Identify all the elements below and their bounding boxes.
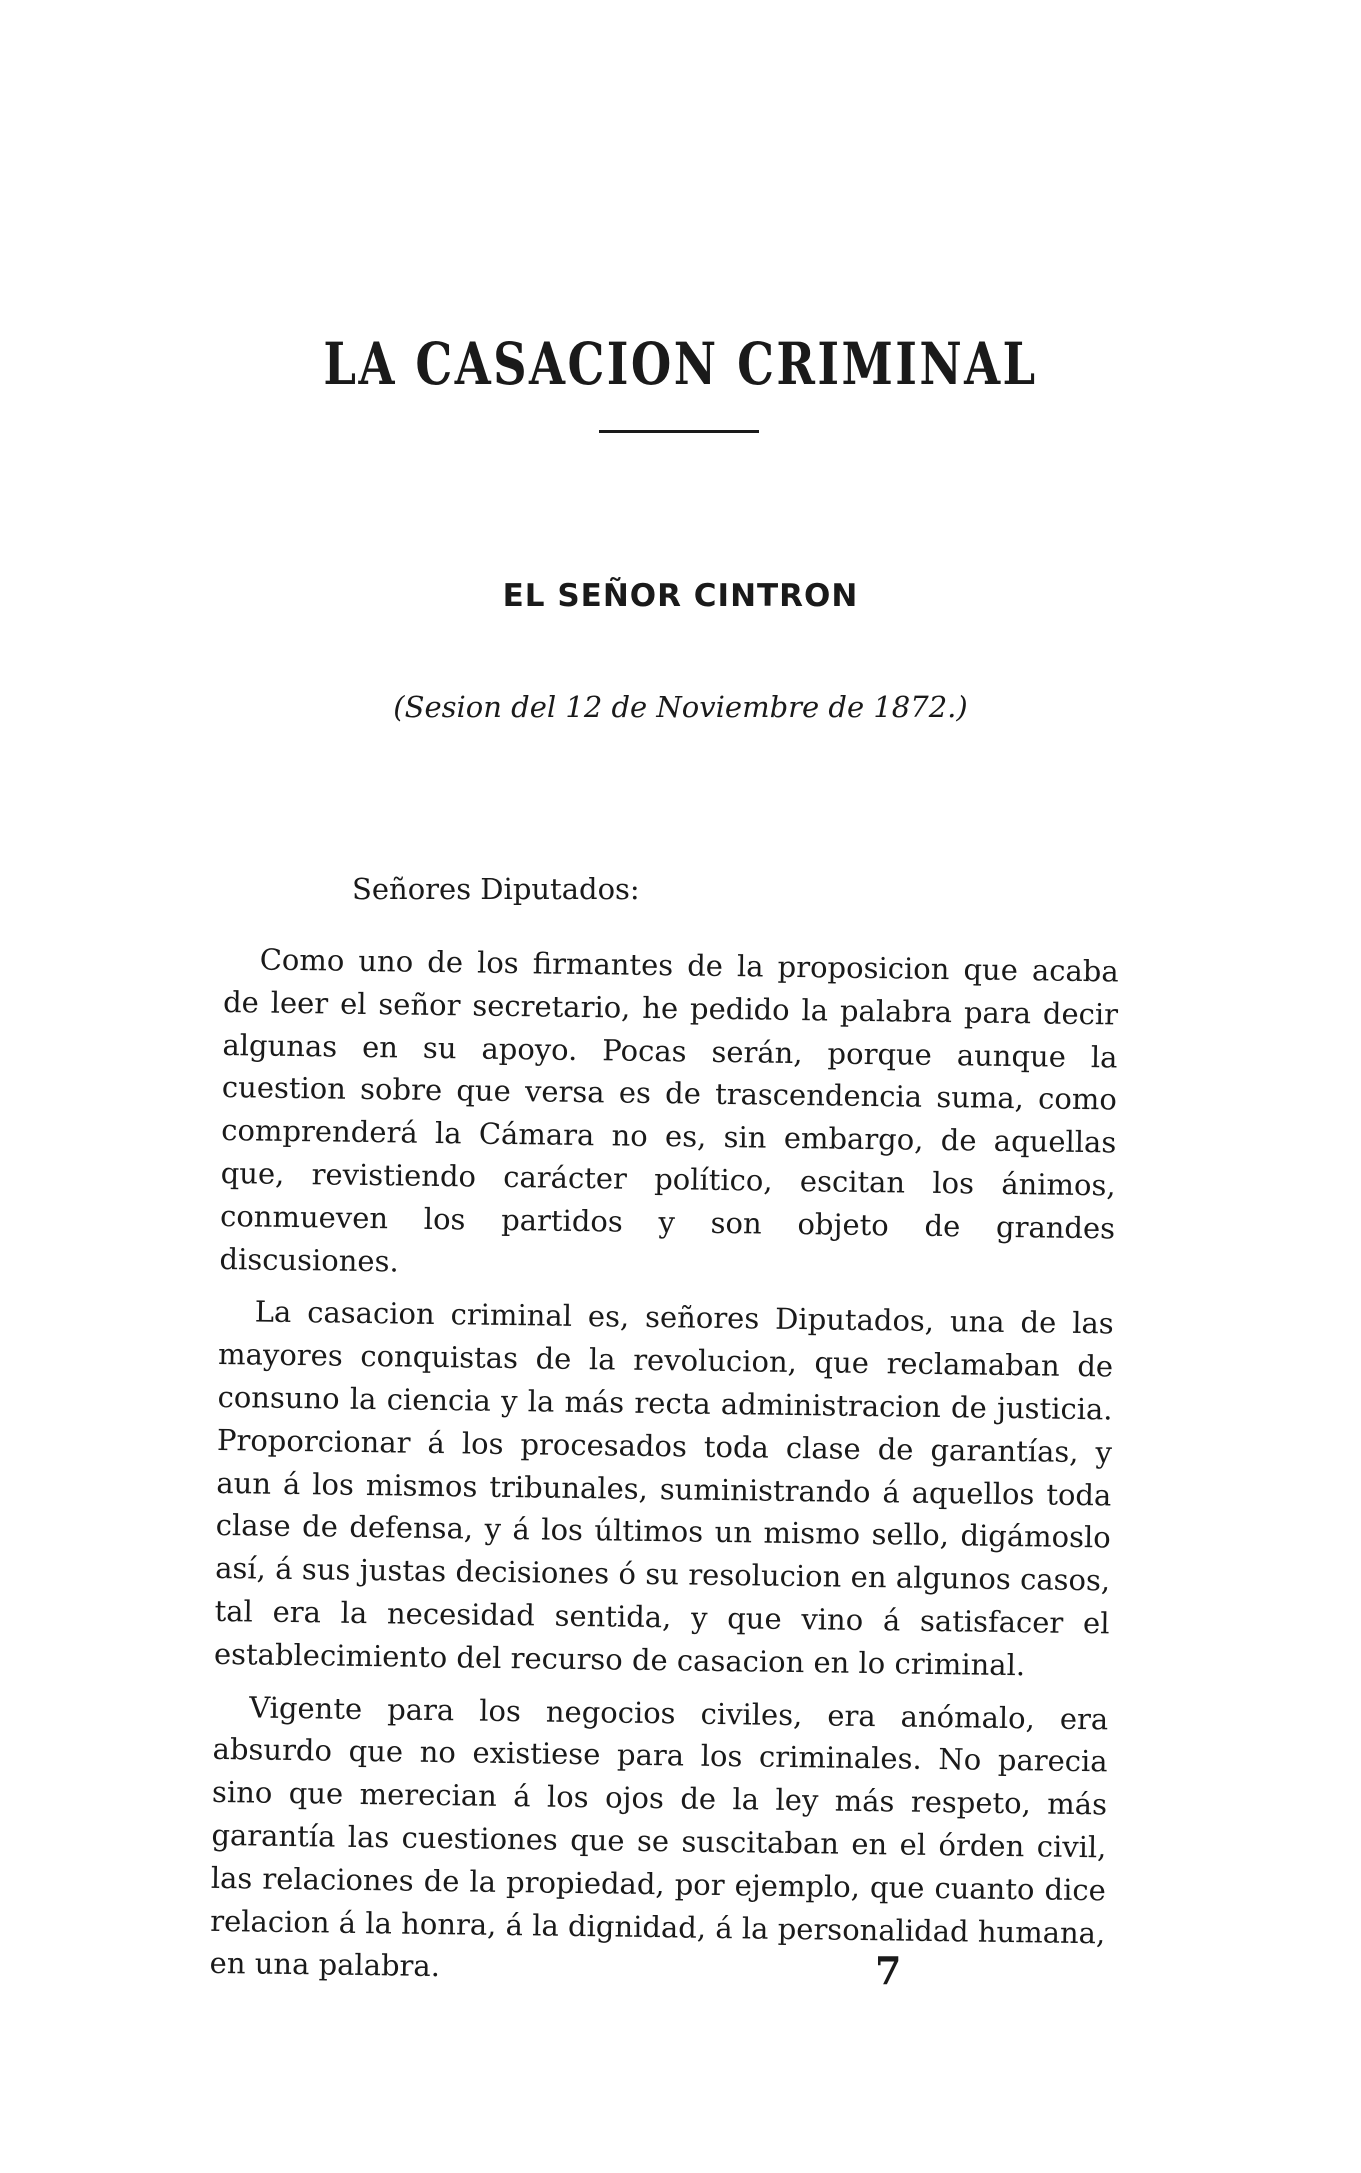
speaker-heading: EL SEÑOR CINTRON xyxy=(502,578,859,614)
session-date-note: (Sesion del 12 de Noviembre de 1872.) xyxy=(393,690,968,724)
page-title: LA CASACION CRIMINAL xyxy=(323,330,1038,398)
page-number: 7 xyxy=(875,1948,902,1993)
paragraph: Vigente para los negocios civiles, era anómalo, era absurdo que no existiese para los criminales. No parecia sino que merecian á los ojos de la ley más respeto, más garantía las cuestiones que se suscitaban en el órden civil, las relaciones de la propiedad, por ejemplo, que cuanto dice relacion á la honra, á la dignidad, á la personalidad humana, en una palabra. xyxy=(209,1689,1109,1984)
salutation: Señores Diputados: xyxy=(352,872,640,906)
body-text xyxy=(209,938,1119,2008)
title-divider xyxy=(599,430,759,433)
paragraph: Como uno de los firmantes de la proposicion que acaba de leer el señor secretario, he pedido la palabra para decir algunas en su apoyo. Pocas serán, porque aunque la cuestion sobre que versa es de trascendencia suma, como comprenderá la Cámara no es, sin embargo, de aquellas que, revistiendo carácter político, escitan los ánimos, conmueven los partidos y son objeto de grandes discusiones. xyxy=(219,942,1119,1279)
paragraph: La casacion criminal es, señores Diputados, una de las mayores conquistas de la revolucion, que reclamaban de consuno la ciencia y la más recta administracion de justicia. Proporcionar á los procesados toda clase de garantías, y aun á los mismos tribunales, suministrando á aquellos toda clase de defensa, y á los últimos un mismo sello, digámoslo así, á sus justas decisiones ó su resolucion en algunos casos, tal era la necesidad sentida, y que vino á satisfacer el establecimiento del recurso de casacion en lo criminal. xyxy=(213,1294,1114,1683)
